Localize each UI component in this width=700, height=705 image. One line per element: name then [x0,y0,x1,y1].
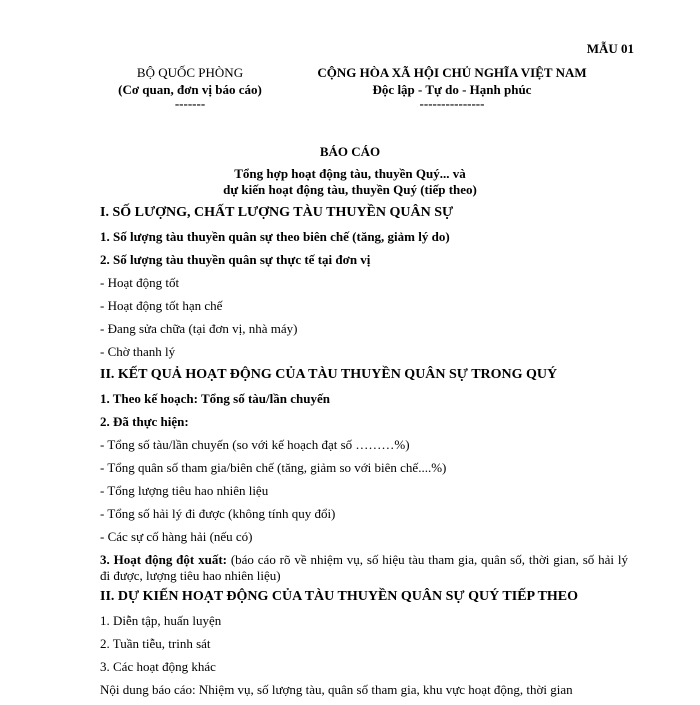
list-item: - Tổng số hải lý đi được (không tính quy đổi) [100,506,336,521]
section-2-sub-3-label: 3. Hoạt động đột xuất: [100,552,227,567]
ministry-name: BỘ QUỐC PHÒNG [136,65,244,80]
list-item: - Đang sửa chữa (tại đơn vị, nhà máy) [100,321,298,336]
list-item: 1. Diễn tập, huấn luyện [100,613,222,628]
section-1-sub-1: 1. Số lượng tàu thuyền quân sự theo biên chế (tăng, giảm lý do) [100,229,450,244]
national-motto: Độc lập - Tự do - Hạnh phúc [372,82,532,97]
section-2-sub-2: 2. Đã thực hiện: [100,414,189,429]
list-item: 3. Các hoạt động khác [100,659,216,674]
section-2-sub-3-text: (báo cáo rõ về nhiệm vụ, số hiệu tàu tham gia, quân số, thời gian, số hải lý đi được, lượng tiêu hao nhiên liệu) [100,552,628,583]
list-item: - Tổng số tàu/lần chuyến (so với kế hoạch đạt số ………%) [100,437,410,452]
section-1-sub-2: 2. Số lượng tàu thuyền quân sự thực tế tại đơn vị [100,252,371,267]
section-2-heading: II. KẾT QUẢ HOẠT ĐỘNG CỦA TÀU THUYỀN QUÂN SỰ TRONG QUÝ [100,367,558,382]
report-title-block [100,144,600,198]
section-3-heading: II. DỰ KIẾN HOẠT ĐỘNG CỦA TÀU THUYỀN QUÂN SỰ QUÝ TIẾP THEO [100,589,579,604]
section-2-sub-3 [100,552,628,586]
report-subtitle-line1: Tổng hợp hoạt động tàu, thuyền Quý... và [234,166,466,181]
header-right-rule: --------------- [419,96,485,111]
section-2-sub-1: 1. Theo kế hoạch: Tổng số tàu/lần chuyến [100,391,330,406]
report-subtitle-line2: dự kiến hoạt động tàu, thuyền Quý (tiếp theo) [223,182,477,197]
list-item: - Tổng quân số tham gia/biên chế (tăng, giảm so với biên chế....%) [100,460,447,475]
report-body [100,205,628,705]
issuing-agency-block [105,65,275,116]
list-item: - Hoạt động tốt hạn chế [100,298,223,313]
form-code: MẪU 01 [586,41,634,56]
list-item: - Hoạt động tốt [100,275,180,290]
national-header-block [298,65,606,116]
header-left-rule: ------- [174,96,206,111]
list-item: - Tổng lượng tiêu hao nhiên liệu [100,483,269,498]
section-1-heading: I. SỐ LƯỢNG, CHẤT LƯỢNG TÀU THUYỀN QUÂN SỰ [100,205,454,220]
list-item: - Chờ thanh lý [100,344,176,359]
reporting-unit: (Cơ quan, đơn vị báo cáo) [118,82,262,97]
country-name: CỘNG HÒA XÃ HỘI CHỦ NGHĨA VIỆT NAM [317,65,587,80]
report-title: BÁO CÁO [319,144,381,159]
list-item: 2. Tuần tiễu, trinh sát [100,636,211,651]
list-item: - Các sự cố hàng hải (nếu có) [100,529,253,544]
report-content-note: Nội dung báo cáo: Nhiệm vụ, số lượng tàu, quân số tham gia, khu vực hoạt động, thời gian [100,682,573,697]
